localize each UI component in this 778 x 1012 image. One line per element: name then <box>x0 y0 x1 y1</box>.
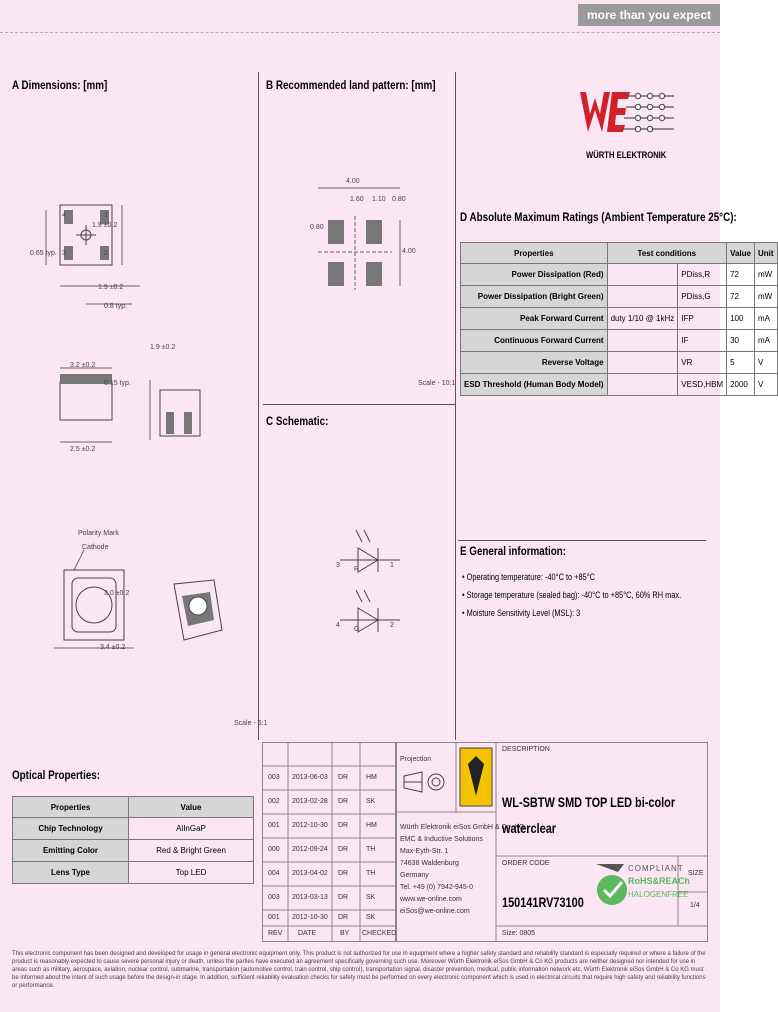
rev-cell: SK <box>366 798 376 805</box>
rev-cell: HM <box>366 822 377 829</box>
rev-cell: DR <box>338 894 349 901</box>
abs-cell: VESD,HBM <box>678 374 727 396</box>
rev-cell: 003 <box>268 774 280 781</box>
cathode-label: Cathode <box>82 544 109 551</box>
table-row <box>461 330 778 352</box>
section-general-title: E General information: <box>460 544 567 558</box>
frame-divider-c <box>263 404 455 405</box>
abs-cell: 5 <box>727 352 755 374</box>
dim-2: 0.8 typ. <box>104 303 127 310</box>
general-info-1: • Operating temperature: -40°C to +85°C <box>462 572 595 582</box>
rev-footer-rev: REV <box>268 930 283 937</box>
sheet-size: Size: 0805 <box>502 930 536 937</box>
schematic-drawing <box>330 520 410 640</box>
rev-cell: 2013-06-03 <box>292 774 328 781</box>
rev-cell: 003 <box>268 894 280 901</box>
schematic-pin-2: 2 <box>390 622 394 629</box>
rev-cell: 2012-09-24 <box>292 846 328 853</box>
logo-wordmark: WÜRTH ELEKTRONIK <box>586 150 667 160</box>
table-row <box>461 352 778 374</box>
abs-cell: V <box>754 374 777 396</box>
rev-cell: DR <box>338 798 349 805</box>
dimensions-drawing-bottom <box>44 530 244 670</box>
rev-cell: SK <box>366 914 376 921</box>
description-label: DESCRIPTION <box>502 746 550 753</box>
land-width: 4.00 <box>346 178 360 185</box>
abs-cell: Continuous Forward Current <box>461 330 608 352</box>
rev-cell: SK <box>366 894 376 901</box>
company-line-8: eiSos@we-online.com <box>400 908 470 915</box>
dim-4: 0.15 typ. <box>104 380 131 387</box>
abs-cell <box>607 352 678 374</box>
rev-cell: DR <box>338 774 349 781</box>
dim-3: 3.2 ±0.2 <box>70 362 96 369</box>
optical-cell: Chip Technology <box>13 818 129 840</box>
compliance-label-3: HALOGENFREE <box>628 890 689 899</box>
rev-cell: DR <box>338 846 349 853</box>
dim-10: 3.4 ±0.2 <box>100 644 126 651</box>
rev-cell: 2012-10-30 <box>292 822 328 829</box>
abs-cell: PDiss,R <box>678 264 727 286</box>
abs-max-table <box>460 242 778 396</box>
abs-cell: ESD Threshold (Human Body Model) <box>461 374 608 396</box>
rev-footer-checked: CHECKED <box>362 930 397 937</box>
dim-7: 1.9 ±0.2 <box>92 222 118 229</box>
section-abs-max-title: D Absolute Maximum Ratings (Ambient Temperature 25°C): <box>460 210 737 224</box>
optical-cell: AlInGaP <box>129 818 254 840</box>
abs-cell: IFP <box>678 308 727 330</box>
company-line-6: Tel. +49 (0) 7942-945-0 <box>400 884 473 891</box>
dim-6: 1.9 ±0.2 <box>150 344 176 351</box>
abs-cell <box>607 264 678 286</box>
company-line-7: www.we-online.com <box>400 896 462 903</box>
rohs-compliant-icon <box>594 862 630 910</box>
schematic-g-label: G <box>354 626 360 633</box>
company-line-4: 74638 Waldenburg <box>400 860 459 867</box>
dim-9: 3.0 ±0.2 <box>104 590 130 597</box>
description-line-2: waterclear <box>502 820 557 836</box>
abs-cell: 100 <box>727 308 755 330</box>
abs-cell: 72 <box>727 286 755 308</box>
pin-label-2: 2 <box>104 250 108 257</box>
abs-cell <box>607 374 678 396</box>
optical-cell: Top LED <box>129 862 254 884</box>
abs-cell <box>607 286 678 308</box>
rev-cell: 002 <box>268 798 280 805</box>
abs-cell: mW <box>754 264 777 286</box>
optical-header-properties: Properties <box>13 797 129 818</box>
land-a: 1.60 <box>350 196 364 203</box>
abs-cell: 30 <box>727 330 755 352</box>
rev-cell: 2013-02-28 <box>292 798 328 805</box>
dim-1: 1.9 ±0.2 <box>98 284 124 291</box>
dimensions-drawing-front <box>50 360 230 470</box>
abs-cell: mW <box>754 286 777 308</box>
land-e: 4.00 <box>402 248 416 255</box>
rev-cell: DR <box>338 870 349 877</box>
rev-cell: 004 <box>268 870 280 877</box>
land-pattern-drawing <box>300 180 440 300</box>
polarity-mark-label: Polarity Mark <box>78 530 119 537</box>
land-b: 1.10 <box>372 196 386 203</box>
optical-table <box>12 796 254 884</box>
abs-cell: 72 <box>727 264 755 286</box>
section-dimensions-title: A Dimensions: [mm] <box>12 78 108 92</box>
wuerth-logo-icon <box>578 82 678 148</box>
table-row <box>461 264 778 286</box>
frame-divider-d <box>458 540 706 541</box>
page-number: 1/4 <box>690 902 700 909</box>
table-row <box>13 818 254 840</box>
rev-cell: DR <box>338 914 349 921</box>
rev-cell: 000 <box>268 846 280 853</box>
land-scale: Scale - 10:1 <box>418 380 456 387</box>
compliance-label-1: COMPLIANT <box>628 864 684 873</box>
order-code: 150141RV73100 <box>502 894 584 910</box>
dimensions-drawing-top <box>40 190 160 340</box>
rev-footer-by: BY <box>340 930 350 937</box>
frame-divider-a <box>258 72 259 740</box>
table-row <box>461 286 778 308</box>
abs-header-value: Value <box>727 243 755 264</box>
schematic-pin-4: 4 <box>336 622 340 629</box>
abs-cell: 2000 <box>727 374 755 396</box>
abs-cell: V <box>754 352 777 374</box>
abs-cell: Peak Forward Current <box>461 308 608 330</box>
abs-header-unit: Unit <box>754 243 777 264</box>
rev-cell: HM <box>366 774 377 781</box>
rev-footer-date: DATE <box>298 930 317 937</box>
revision-grid <box>262 742 396 942</box>
abs-cell: VR <box>678 352 727 374</box>
rev-cell: 001 <box>268 914 280 921</box>
company-line-2: EMC & Inductive Solutions <box>400 836 483 843</box>
rev-cell: TH <box>366 846 376 853</box>
header-divider <box>0 32 720 33</box>
company-line-5: Germany <box>400 872 429 879</box>
pin-label-1: 1 <box>104 212 108 219</box>
rev-cell: 2012-10-30 <box>292 914 328 921</box>
abs-cell: mA <box>754 308 777 330</box>
frame-divider-b <box>455 72 456 740</box>
company-line-3: Max-Eyth-Str. 1 <box>400 848 449 855</box>
projection-label: Projection <box>400 756 432 763</box>
schematic-pin-3: 3 <box>336 562 340 569</box>
abs-cell: PDiss,G <box>678 286 727 308</box>
dimensions-scale: Scale - 6:1 <box>234 720 268 727</box>
description-line-1: WL-SBTW SMD TOP LED bi-color <box>502 794 676 810</box>
optical-header-value: Value <box>129 797 254 818</box>
rev-cell: TH <box>366 870 376 877</box>
rev-cell: 2013-04-02 <box>292 870 328 877</box>
dim-5: 2.5 ±0.2 <box>70 446 96 453</box>
section-schematic-title: C Schematic: <box>266 414 329 428</box>
pin-label-3: 3 <box>62 250 66 257</box>
abs-cell: Power Dissipation (Red) <box>461 264 608 286</box>
abs-cell: Power Dissipation (Bright Green) <box>461 286 608 308</box>
optical-cell: Red & Bright Green <box>129 840 254 862</box>
abs-cell: duty 1/10 @ 1kHz <box>607 308 678 330</box>
table-row <box>461 308 778 330</box>
abs-cell: Reverse Voltage <box>461 352 608 374</box>
size-label: SIZE <box>688 870 704 877</box>
abs-header-conditions: Test conditions <box>607 243 727 264</box>
optical-cell: Lens Type <box>13 862 129 884</box>
general-info-3: • Moisture Sensitivity Level (MSL): 3 <box>462 608 581 618</box>
abs-header-properties: Properties <box>461 243 608 264</box>
land-c: 0.80 <box>310 224 324 231</box>
abs-cell <box>607 330 678 352</box>
dim-8: 0.65 typ. <box>30 250 57 257</box>
order-code-label: ORDER CODE <box>502 860 550 867</box>
table-row <box>13 862 254 884</box>
company-line-1: Würth Elektronik eiSos GmbH & Co. KG <box>400 824 525 831</box>
abs-cell: mA <box>754 330 777 352</box>
land-d: 0.80 <box>392 196 406 203</box>
disclaimer-text: This electronic component has been designed and developed for usage in general electronic equipment only. This product is not authorized for use in equipment where a higher safety standard and reliability standard is especially required or where a failure of the product is reasonably expected to cause severe personal injury or death, unless the parties have executed an agreement specifically governing such use. Moreover Würth Elektronik eiSos GmbH & Co KG products are neither designed nor intended for use in areas such as military, aerospace, aviation, nuclear control, submarine, transportation (automotive control, train control, ship control), transportation signal, disaster prevention, medical, public information network etc. Würth Elektronik eiSos GmbH & Co KG must be informed about the intent of such usage before the design-in stage. In addition, sufficient reliability evaluation checks for safety must be performed on every electronic component which is used in electrical circuits that require high safety and reliability functions or performance. <box>12 951 706 989</box>
rev-cell: DR <box>338 822 349 829</box>
table-row <box>13 840 254 862</box>
pin-label-4: 4 <box>62 212 66 219</box>
compliance-label-2: RoHS&REACh <box>628 876 690 886</box>
abs-cell: IF <box>678 330 727 352</box>
general-info-2: • Storage temperature (sealed bag): -40°C to +85°C, 60% RH max. <box>462 590 682 600</box>
section-optical-title: Optical Properties: <box>12 768 101 782</box>
schematic-r-label: R <box>354 566 360 573</box>
tagline-banner: more than you expect <box>578 4 720 26</box>
section-land-pattern-title: B Recommended land pattern: [mm] <box>266 78 436 92</box>
table-row <box>461 374 778 396</box>
rev-cell: 001 <box>268 822 280 829</box>
schematic-pin-1: 1 <box>390 562 394 569</box>
rev-cell: 2013-03-13 <box>292 894 328 901</box>
optical-cell: Emitting Color <box>13 840 129 862</box>
